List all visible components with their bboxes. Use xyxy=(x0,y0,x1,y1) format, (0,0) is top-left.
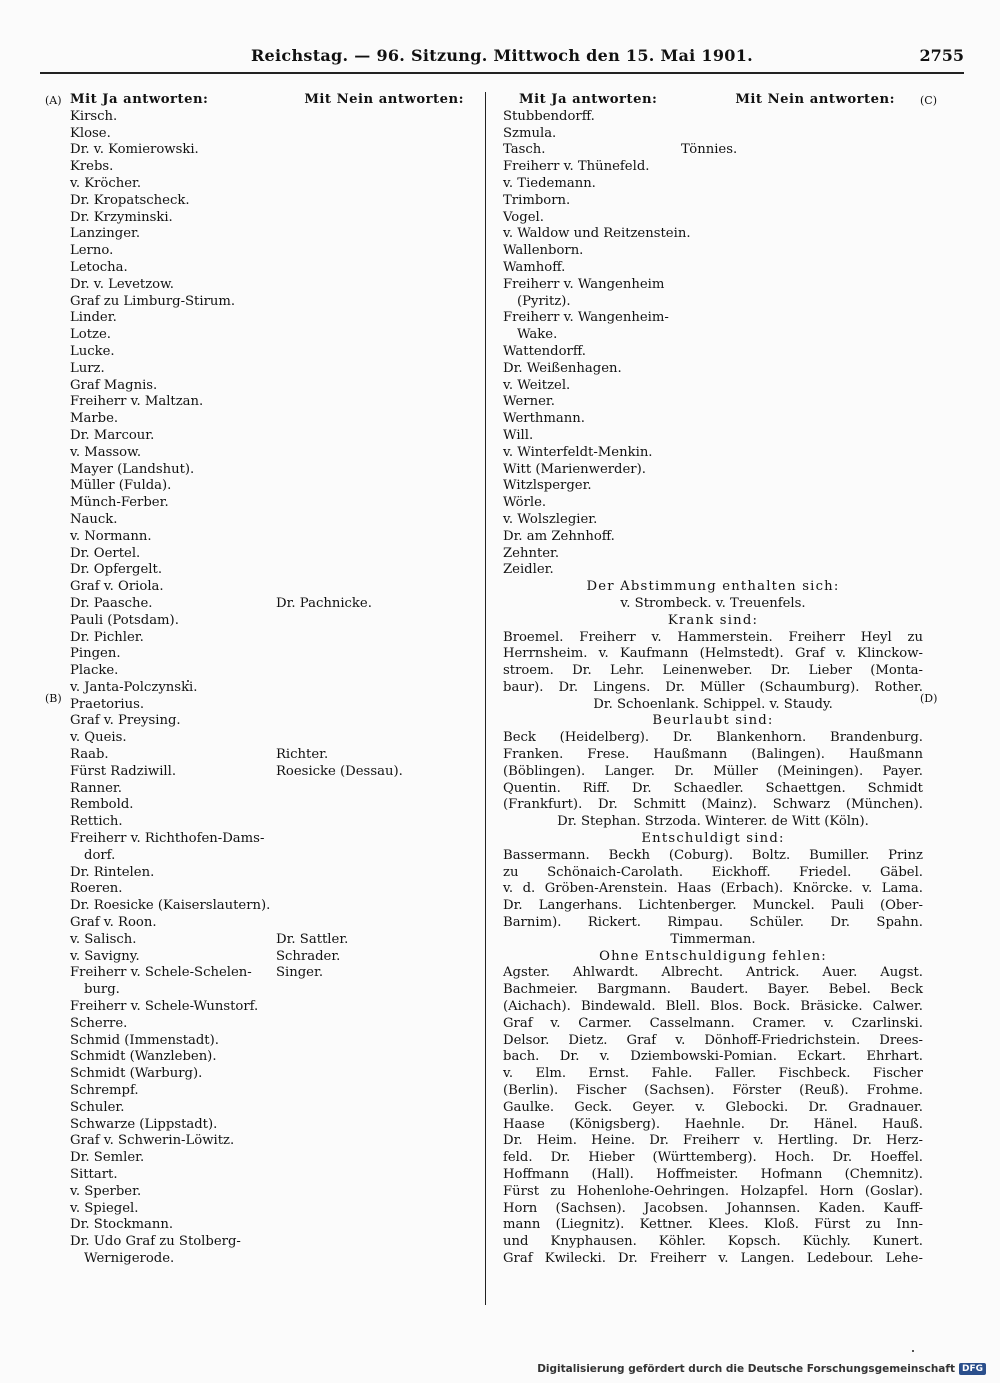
name-line: bach. Dr. v. Dziembowski-Pomian. Eckart. Ehrhart. xyxy=(503,1049,923,1065)
ja-name: Freiherr v. Wangenheim- xyxy=(503,310,669,326)
vote-row xyxy=(70,411,498,428)
vote-row xyxy=(503,109,923,126)
name-line: (Aichach). Bindewald. Blell. Blos. Bock. Bräsicke. Calwer. xyxy=(503,999,923,1015)
ja-name: Trimborn. xyxy=(503,192,571,208)
ja-name: Werthmann. xyxy=(503,411,585,427)
ja-name: v. Sperber. xyxy=(70,1183,142,1199)
ja-name: Wattendorff. xyxy=(503,343,586,359)
vote-row xyxy=(70,680,498,697)
vote-row xyxy=(503,294,923,311)
vote-row xyxy=(503,260,923,277)
ja-name: Dr. Oertel. xyxy=(70,545,141,561)
vote-row xyxy=(70,848,498,865)
vote-row xyxy=(70,663,498,680)
vote-row xyxy=(70,361,498,378)
name-line: (Frankfurt). Dr. Schmitt (Mainz). Schwarz (München). xyxy=(503,797,923,813)
vote-row xyxy=(70,142,498,159)
vote-row xyxy=(503,428,923,445)
name-line: Barnim). Rickert. Rimpau. Schüler. Dr. Spahn. xyxy=(503,915,923,931)
vote-row xyxy=(70,495,498,512)
ja-name: Nauck. xyxy=(70,511,118,527)
vote-row xyxy=(503,277,923,294)
heading-ja: Mit Ja antworten: xyxy=(519,92,658,107)
nein-name: Dr. Pachnicke. xyxy=(276,595,372,611)
ja-name: v. Savigny. xyxy=(70,948,140,964)
ja-name: Klose. xyxy=(70,125,111,141)
ja-name: Letocha. xyxy=(70,259,128,275)
vote-row xyxy=(70,982,498,999)
abstention-names: v. Strombeck. v. Treuenfels. xyxy=(620,595,806,611)
vote-row xyxy=(70,294,498,311)
vote-row xyxy=(503,344,923,361)
ja-name: v. Normann. xyxy=(70,528,152,544)
vote-row xyxy=(70,1184,498,1201)
vote-row xyxy=(503,445,923,462)
vote-row xyxy=(70,277,498,294)
ja-name: Roeren. xyxy=(70,881,123,897)
vote-row xyxy=(70,898,498,915)
ja-name: Schmidt (Warburg). xyxy=(70,1066,203,1082)
vote-row xyxy=(503,546,923,563)
vote-row xyxy=(70,1133,498,1150)
ja-name: Graf Magnis. xyxy=(70,377,158,393)
ja-name: Sittart. xyxy=(70,1167,118,1182)
vote-row xyxy=(70,529,498,546)
ja-name: Schmid (Immenstadt). xyxy=(70,1032,219,1048)
vote-row xyxy=(70,797,498,814)
vote-row xyxy=(503,310,923,327)
ja-name: Mayer (Landshut). xyxy=(70,461,195,477)
ja-name: v. Queis. xyxy=(70,730,127,746)
ja-name: Pauli (Potsdam). xyxy=(70,612,179,628)
ja-name: Witzlsperger. xyxy=(503,478,592,494)
right-vote-list xyxy=(503,109,923,579)
ja-name: (Pyritz). xyxy=(517,293,571,309)
ja-name: Dr. v. Levetzow. xyxy=(70,276,174,292)
ja-name: v. Massow. xyxy=(70,444,142,460)
ja-name: Freiherr v. Schele-Wunstorf. xyxy=(70,999,259,1015)
vote-row xyxy=(70,512,498,529)
ja-name: Raab. xyxy=(70,747,109,763)
ja-name: Tasch. xyxy=(503,142,546,158)
heading-nein: Mit Nein antworten: xyxy=(735,92,895,107)
ja-name: Krebs. xyxy=(70,159,114,175)
excused-list xyxy=(503,848,923,932)
ja-name: Witt (Marienwerder). xyxy=(503,461,646,477)
name-line: Dr. Langerhans. Lichtenberger. Munckel. Pauli (Ober- xyxy=(503,898,923,914)
vote-row xyxy=(70,596,498,613)
ja-name: Dr. Roesicke (Kaiserslautern). xyxy=(70,898,271,914)
name-line: v. d. Gröben-Arenstein. Haas (Erbach). Knörcke. v. Lama. xyxy=(503,881,923,897)
ja-name: Rettich. xyxy=(70,814,123,830)
page-number: 2755 xyxy=(919,46,964,65)
margin-marker-d: (D) xyxy=(920,692,938,705)
vote-row xyxy=(70,1049,498,1066)
vote-row xyxy=(70,814,498,831)
name-line: Graf v. Carmer. Casselmann. Cramer. v. Czarlinski. xyxy=(503,1015,923,1031)
ja-name: Schwarze (Lippstadt). xyxy=(70,1116,218,1132)
ja-name: Dr. Krzyminski. xyxy=(70,209,173,225)
name-line: Broemel. Freiherr v. Hammerstein. Freiherr Heyl zu xyxy=(503,629,923,645)
vote-row xyxy=(503,226,923,243)
vote-row xyxy=(70,613,498,630)
ja-name: Dr. Semler. xyxy=(70,1150,145,1166)
ja-name: Schrempf. xyxy=(70,1083,139,1099)
ja-name: Dr. Paasche. xyxy=(70,595,153,611)
vote-row xyxy=(503,159,923,176)
name-line: (Berlin). Fischer (Sachsen). Förster (Reuß). Frohme. xyxy=(503,1083,923,1099)
ja-name: Graf v. Preysing. xyxy=(70,713,181,729)
vote-row xyxy=(503,562,923,579)
leave-heading: Beurlaubt sind: xyxy=(652,713,774,729)
ja-name: Wernigerode. xyxy=(84,1250,175,1266)
vote-row xyxy=(70,630,498,647)
ja-name: Kirsch. xyxy=(70,108,118,124)
heading-ja: Mit Ja antworten: xyxy=(70,92,209,107)
ja-name: Freiherr v. Schele-Schelen- xyxy=(70,965,252,981)
ja-name: Dr. am Zehnhoff. xyxy=(503,528,615,544)
leave-list xyxy=(503,730,923,814)
ja-name: v. Kröcher. xyxy=(70,175,142,191)
ja-name: Freiherr v. Wangenheim xyxy=(503,276,665,292)
ja-name: v. Salisch. xyxy=(70,931,137,947)
ja-name: Müller (Fulda). xyxy=(70,478,172,494)
vote-row xyxy=(503,176,923,193)
vote-row xyxy=(70,159,498,176)
name-line: Hoffmann (Hall). Hoffmeister. Hofmann (Chemnitz). xyxy=(503,1167,923,1182)
vote-row xyxy=(70,546,498,563)
margin-marker-b: (B) xyxy=(45,692,62,705)
nein-name: Dr. Sattler. xyxy=(276,931,349,947)
vote-row xyxy=(70,730,498,747)
vote-row xyxy=(70,1167,498,1184)
ja-name: burg. xyxy=(84,982,120,998)
vote-row xyxy=(70,562,498,579)
ja-name: Dr. Opfergelt. xyxy=(70,562,163,578)
vote-row xyxy=(503,529,923,546)
vote-row xyxy=(503,411,923,428)
name-line: Haase (Königsberg). Haehnle. Dr. Hänel. Hauß. xyxy=(503,1116,923,1132)
ja-name: v. Waldow und Reitzenstein. xyxy=(503,226,691,242)
ja-name: Wallenborn. xyxy=(503,243,584,259)
vote-row xyxy=(503,378,923,395)
name-line: Beck (Heidelberg). Dr. Blankenhorn. Brandenburg. xyxy=(503,730,923,746)
vote-row xyxy=(70,1066,498,1083)
ja-name: Dr. Rintelen. xyxy=(70,864,155,880)
name-line: Delsor. Dietz. Graf v. Dönhoff-Friedrichstein. Drees- xyxy=(503,1032,923,1048)
print-speck xyxy=(912,1350,914,1352)
margin-marker-a: (A) xyxy=(45,94,62,107)
ja-name: Lotze. xyxy=(70,327,111,343)
vote-row xyxy=(70,1100,498,1117)
ja-name: Werner. xyxy=(503,394,555,410)
ja-name: Lanzinger. xyxy=(70,226,141,242)
ja-name: Wake. xyxy=(517,327,558,343)
footer-text: Digitalisierung gefördert durch die Deutsche Forschungsgemeinschaft xyxy=(537,1363,955,1375)
vote-row xyxy=(503,462,923,479)
ja-name: Dr. Pichler. xyxy=(70,629,144,645)
vote-row xyxy=(70,865,498,882)
name-line: Herrnsheim. v. Kaufmann (Helmstedt). Graf v. Klinckow- xyxy=(503,646,923,662)
vote-row xyxy=(70,176,498,193)
vote-row xyxy=(70,378,498,395)
ja-name: Dr. Kropatscheck. xyxy=(70,192,190,208)
vote-row xyxy=(503,361,923,378)
name-line: mann (Liegnitz). Kettner. Klees. Kloß. Fürst zu Inn- xyxy=(503,1217,923,1233)
sick-heading: Krank sind: xyxy=(667,612,759,628)
ja-name: v. Winterfeldt-Menkin. xyxy=(503,444,653,460)
name-line: v. Elm. Ernst. Fahle. Faller. Fischbeck. Fischer xyxy=(503,1066,923,1082)
vote-row xyxy=(70,1083,498,1100)
ja-name: Scherre. xyxy=(70,1015,128,1031)
right-column-heading xyxy=(503,92,923,109)
ja-name: v. Spiegel. xyxy=(70,1200,139,1216)
name-line: Gaulke. Geck. Geyer. v. Glebocki. Dr. Gradnauer. xyxy=(503,1099,923,1115)
vote-row xyxy=(503,327,923,344)
ja-name: Dr. Stockmann. xyxy=(70,1217,174,1233)
ja-name: Stubbendorff. xyxy=(503,108,595,124)
vote-row xyxy=(503,126,923,143)
name-line: stroem. Dr. Lehr. Leinenweber. Dr. Lieber (Monta- xyxy=(503,663,923,679)
vote-row xyxy=(70,915,498,932)
ja-name: Graf zu Limburg-Stirum. xyxy=(70,293,236,309)
vote-row xyxy=(503,495,923,512)
ja-name: Szmula. xyxy=(503,125,557,141)
ja-name: Dr. Weißenhagen. xyxy=(503,360,622,376)
ja-name: Graf v. Schwerin-Löwitz. xyxy=(70,1133,235,1149)
nein-name: Singer. xyxy=(276,965,324,981)
ja-name: Lurz. xyxy=(70,360,105,376)
unexcused-heading: Ohne Entschuldigung fehlen: xyxy=(599,948,827,964)
name-line: Bassermann. Beckh (Coburg). Boltz. Bumiller. Prinz xyxy=(503,847,923,863)
left-vote-list xyxy=(70,109,498,1268)
vote-row xyxy=(70,697,498,714)
dfg-logo: DFG xyxy=(959,1363,986,1375)
vote-row xyxy=(503,478,923,495)
vote-row xyxy=(70,344,498,361)
vote-row xyxy=(70,210,498,227)
name-line: Bachmeier. Bargmann. Baudert. Bayer. Bebel. Beck xyxy=(503,982,923,998)
vote-row xyxy=(70,126,498,143)
name-line: zu Schönaich-Carolath. Eickhoff. Friedel. Gäbel. xyxy=(503,864,923,880)
ja-name: Dr. Marcour. xyxy=(70,427,155,443)
nein-name: Tönnies. xyxy=(681,142,738,158)
vote-row xyxy=(70,1201,498,1218)
ja-name: dorf. xyxy=(84,847,116,863)
name-line: Horn (Sachsen). Jacobsen. Johannsen. Kaden. Kauff- xyxy=(503,1200,923,1216)
ja-name: Pingen. xyxy=(70,646,121,662)
name-line: baur). Dr. Lingens. Dr. Müller (Schaumburg). Rother. xyxy=(503,679,923,695)
vote-row xyxy=(70,579,498,596)
ja-name: v. Tiedemann. xyxy=(503,175,596,191)
ja-name: Vogel. xyxy=(503,209,544,225)
right-column xyxy=(503,92,923,1268)
name-line: und Knyphausen. Köhler. Kopsch. Küchly. Kunert. xyxy=(503,1234,923,1250)
ja-name: Graf v. Oriola. xyxy=(70,579,164,595)
ja-name: Freiherr v. Thünefeld. xyxy=(503,159,650,175)
ja-name: Schuler. xyxy=(70,1099,125,1115)
vote-row xyxy=(503,193,923,210)
vote-row xyxy=(70,646,498,663)
vote-row xyxy=(70,1234,498,1251)
nein-name: Richter. xyxy=(276,747,329,763)
vote-row xyxy=(70,394,498,411)
unexcused-list xyxy=(503,965,923,1267)
ja-name: Wörle. xyxy=(503,495,547,511)
page-title: Reichstag. — 96. Sitzung. Mittwoch den 15. Mai 1901. xyxy=(250,46,754,65)
sick-list xyxy=(503,630,923,697)
vote-row xyxy=(70,445,498,462)
excused-heading: Entschuldigt sind: xyxy=(641,831,785,847)
vote-row xyxy=(70,310,498,327)
vote-row xyxy=(70,462,498,479)
vote-row xyxy=(70,428,498,445)
vote-row xyxy=(70,831,498,848)
name-line: (Böblingen). Langer. Dr. Müller (Meiningen). Payer. xyxy=(503,763,923,779)
vote-row xyxy=(503,243,923,260)
vote-row xyxy=(70,243,498,260)
ja-name: Zehnter. xyxy=(503,545,560,561)
name-line: Agster. Ahlwardt. Albrecht. Antrick. Auer. Augst. xyxy=(503,965,923,981)
vote-row xyxy=(503,394,923,411)
heading-nein: Mit Nein antworten: xyxy=(304,92,464,107)
vote-row xyxy=(70,932,498,949)
margin-marker-c: (C) xyxy=(920,94,937,107)
name-line: Franken. Frese. Haußmann (Balingen). Haußmann xyxy=(503,747,923,763)
vote-row xyxy=(70,881,498,898)
vote-row xyxy=(70,747,498,764)
ja-name: Rembold. xyxy=(70,797,134,813)
ja-name: Lerno. xyxy=(70,243,114,259)
ja-name: v. Wolszlegier. xyxy=(503,511,598,527)
abstention-heading: Der Abstimmung enthalten sich: xyxy=(586,579,840,595)
sick-last-line: Dr. Schoenlank. Schippel. v. Staudy. xyxy=(593,696,833,712)
name-line: Quentin. Riff. Dr. Schaedler. Schaettgen. Schmidt xyxy=(503,780,923,796)
vote-row xyxy=(70,1033,498,1050)
ja-name: Zeidler. xyxy=(503,562,554,578)
ja-name: Linder. xyxy=(70,310,117,326)
vote-row xyxy=(70,764,498,781)
left-column xyxy=(70,92,498,1268)
ja-name: Freiherr v. Maltzan. xyxy=(70,394,204,410)
excused-last-line: Timmerman. xyxy=(670,931,756,947)
ja-name: Wamhoff. xyxy=(503,259,566,275)
vote-row xyxy=(70,1217,498,1234)
vote-row xyxy=(503,210,923,227)
vote-row xyxy=(70,1251,498,1268)
ja-name: v. Weitzel. xyxy=(503,377,571,393)
vote-row xyxy=(70,713,498,730)
name-line: Graf Kwilecki. Dr. Freiherr v. Langen. Ledebour. Lehe- xyxy=(503,1250,923,1266)
vote-row xyxy=(70,1150,498,1167)
vote-row xyxy=(70,226,498,243)
ja-name: Placke. xyxy=(70,663,119,679)
ja-name: Marbe. xyxy=(70,411,119,427)
name-line: feld. Dr. Hieber (Württemberg). Hoch. Dr. Hoeffel. xyxy=(503,1150,923,1166)
vote-row xyxy=(70,999,498,1016)
vote-row xyxy=(70,327,498,344)
ja-name: Graf v. Roon. xyxy=(70,915,157,931)
vote-row xyxy=(70,781,498,798)
name-line: Dr. Heim. Heine. Dr. Freiherr v. Hertling. Dr. Herz- xyxy=(503,1133,923,1149)
ja-name: v. Janta-Polczynski. xyxy=(70,679,198,695)
ja-name: Fürst Radziwill. xyxy=(70,763,177,779)
vote-row xyxy=(70,478,498,495)
vote-row xyxy=(70,949,498,966)
vote-row xyxy=(70,1016,498,1033)
vote-row xyxy=(70,260,498,277)
ja-name: Will. xyxy=(503,427,534,443)
vote-row xyxy=(70,109,498,126)
vote-row xyxy=(70,193,498,210)
page-footer xyxy=(537,1363,986,1375)
vote-row xyxy=(503,142,923,159)
ja-name: Lucke. xyxy=(70,343,115,359)
nein-name: Roesicke (Dessau). xyxy=(276,763,403,779)
vote-row xyxy=(70,965,498,982)
vote-row xyxy=(70,1117,498,1134)
vote-row xyxy=(503,512,923,529)
leave-last-line: Dr. Stephan. Strzoda. Winterer. de Witt (Köln). xyxy=(557,814,869,830)
ja-name: Dr. Udo Graf zu Stolberg- xyxy=(70,1234,241,1250)
ja-name: Freiherr v. Richthofen-Dams- xyxy=(70,831,265,847)
ja-name: Ranner. xyxy=(70,780,122,796)
ja-name: Praetorius. xyxy=(70,696,145,712)
name-line: Fürst zu Hohenlohe-Oehringen. Holzapfel. Horn (Goslar). xyxy=(503,1183,923,1199)
ja-name: Münch-Ferber. xyxy=(70,495,169,511)
page-header xyxy=(40,46,964,74)
ja-name: Dr. v. Komierowski. xyxy=(70,142,199,158)
nein-name: Schrader. xyxy=(276,948,341,964)
left-column-heading xyxy=(70,92,498,109)
ja-name: Schmidt (Wanzleben). xyxy=(70,1049,217,1065)
